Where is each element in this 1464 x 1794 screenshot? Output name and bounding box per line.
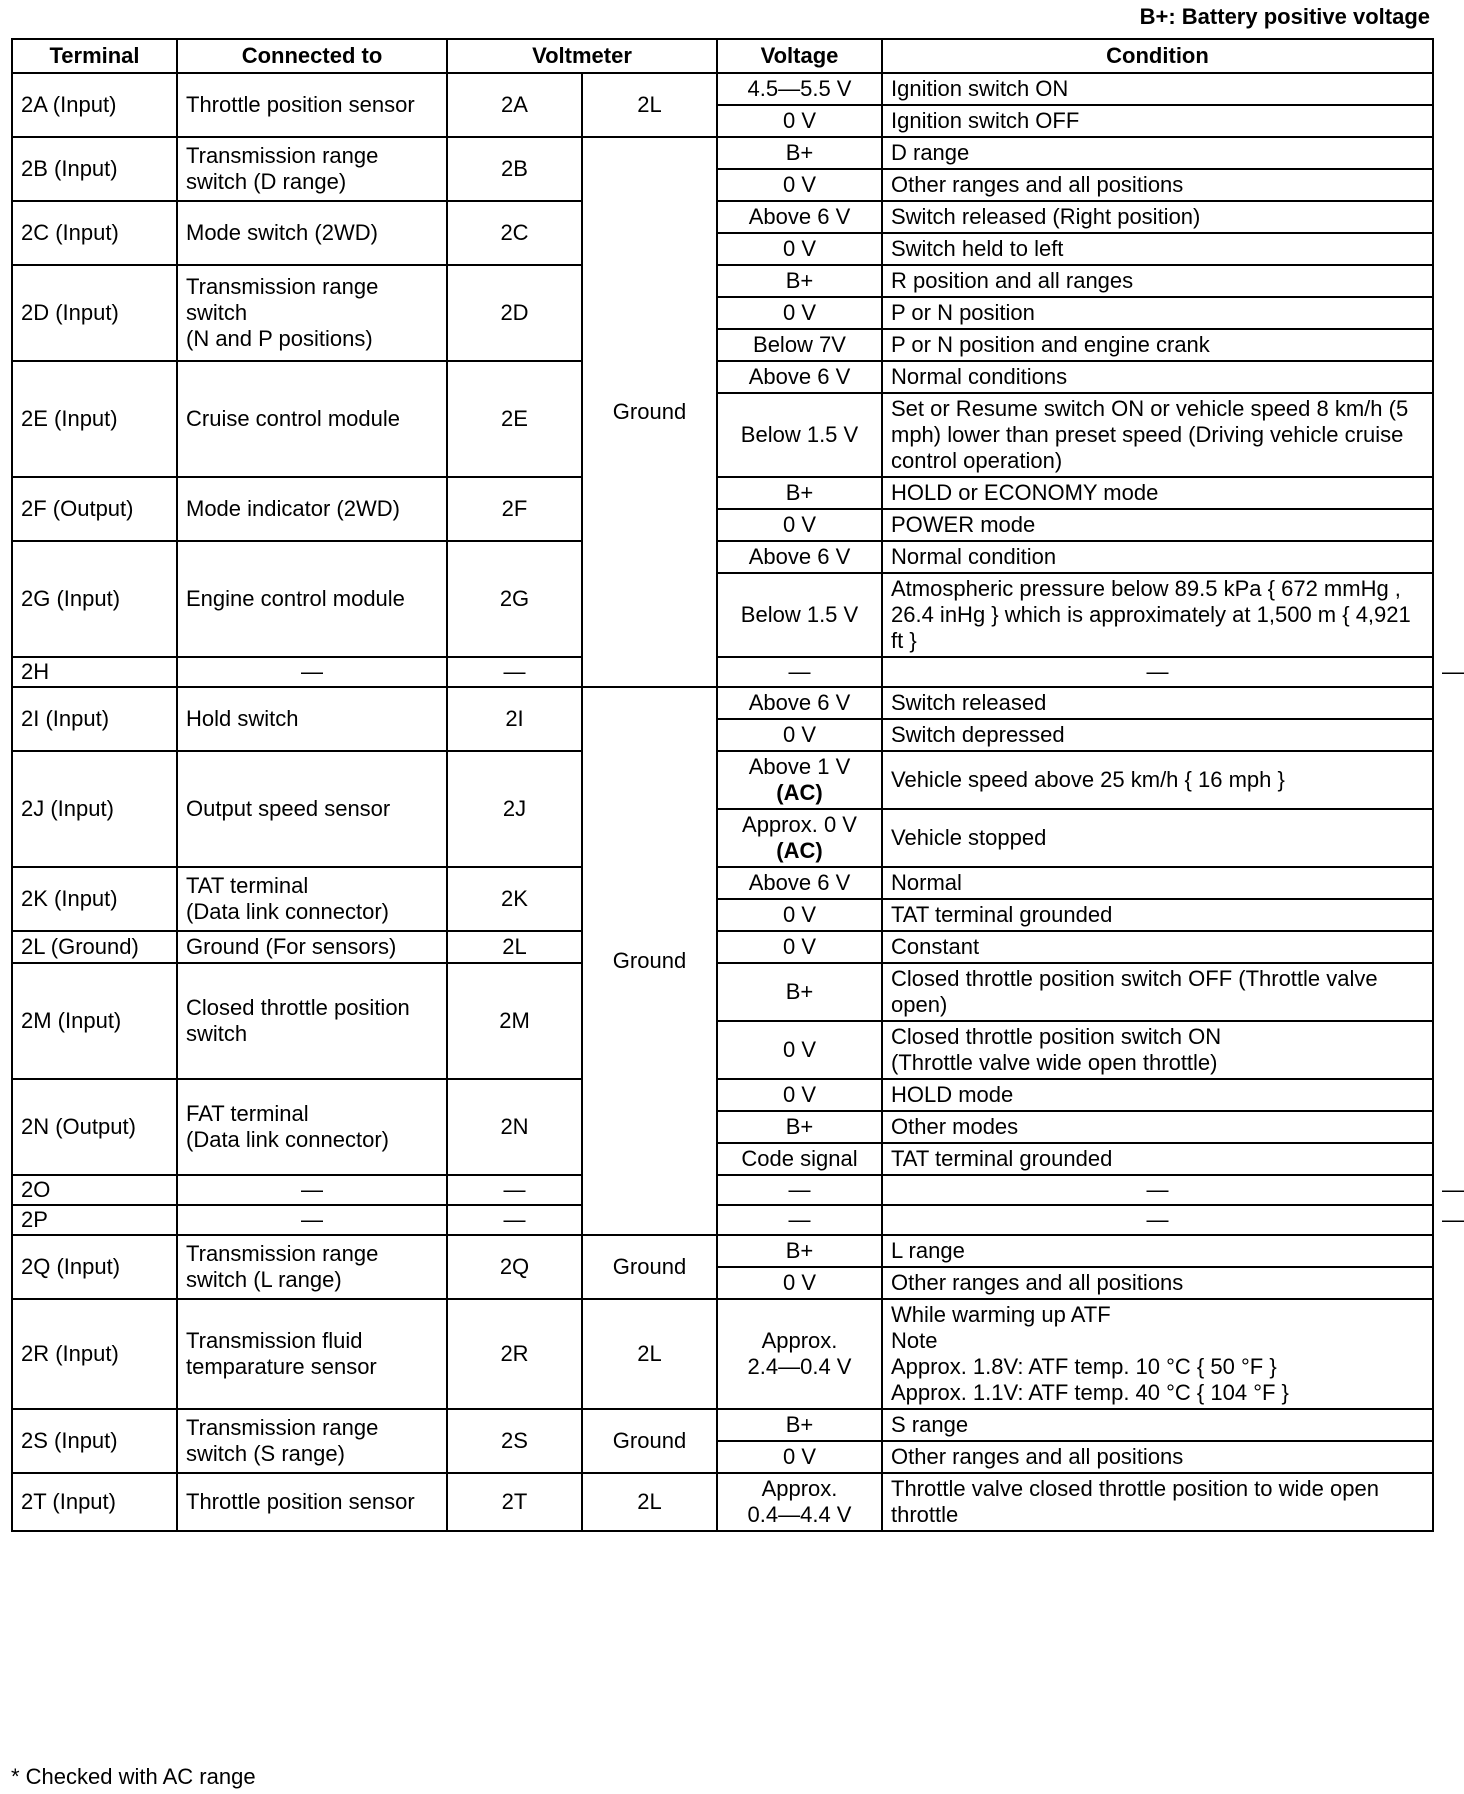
terminal-cell: 2B (Input) [12, 137, 177, 201]
table-row [12, 541, 1433, 573]
voltmeter-negative-cell: Ground [582, 1235, 717, 1299]
condition-cell: P or N position and engine crank [882, 329, 1433, 361]
voltmeter-positive-cell: 2J [447, 751, 582, 867]
voltage-cell: 0 V [717, 1267, 882, 1299]
voltage-cell [717, 1299, 882, 1409]
condition-cell: Normal [882, 867, 1433, 899]
condition-cell: Other ranges and all positions [882, 1441, 1433, 1473]
condition-cell: Constant [882, 931, 1433, 963]
voltage-cell: B+ [717, 963, 882, 1021]
voltage-cell: 0 V [717, 1079, 882, 1111]
condition-cell: Vehicle speed above 25 km/h { 16 mph } [882, 751, 1433, 809]
condition-cell: Switch depressed [882, 719, 1433, 751]
table-header-row [12, 39, 1433, 73]
connected-to-cell: Mode switch (2WD) [177, 201, 447, 265]
voltmeter-positive-cell: 2K [447, 867, 582, 931]
voltage-value: Above 1 V [748, 754, 851, 779]
condition-cell: Vehicle stopped [882, 809, 1433, 867]
condition-cell: Normal conditions [882, 361, 1433, 393]
connected-to-cell: Closed throttle position switch [177, 963, 447, 1079]
voltmeter-positive-cell: 2R [447, 1299, 582, 1409]
table-row [12, 477, 1433, 509]
condition-cell: Set or Resume switch ON or vehicle speed 8 km/h (5 mph) lower than preset speed (Driving vehicle cruise control operation) [882, 393, 1433, 477]
condition-line: Closed throttle position switch ON [891, 1024, 1222, 1049]
condition-cell: Other ranges and all positions [882, 169, 1433, 201]
table-row: 2P — — — — — [12, 1205, 1433, 1235]
voltmeter-positive-cell: 2A [447, 73, 582, 137]
voltmeter-negative-cell: 2L [582, 1473, 717, 1531]
condition-cell: L range [882, 1235, 1433, 1267]
connected-to-line: FAT terminal [186, 1101, 309, 1126]
condition-cell: Ignition switch ON [882, 73, 1433, 105]
ac-range-footnote: * Checked with AC range [11, 1764, 256, 1789]
condition-cell: Normal condition [882, 541, 1433, 573]
connected-to-cell: Throttle position sensor [177, 73, 447, 137]
condition-cell: Switch released (Right position) [882, 201, 1433, 233]
connected-to-line: (N and P positions) [186, 326, 373, 351]
connected-to-cell: Cruise control module [177, 361, 447, 477]
connected-to-cell [177, 265, 447, 361]
voltage-cell: Below 7V [717, 329, 882, 361]
voltmeter-negative-cell: 2L [582, 1299, 717, 1409]
terminal-cell: 2E (Input) [12, 361, 177, 477]
voltmeter-positive-cell: 2S [447, 1409, 582, 1473]
voltmeter-positive-cell: 2G [447, 541, 582, 657]
condition-column-header: Condition [882, 39, 1433, 73]
terminal-voltage-table [11, 38, 1464, 1532]
terminal-cell: 2H [12, 657, 177, 687]
connected-to-cell: — [177, 1205, 447, 1235]
voltage-cell: Above 6 V [717, 867, 882, 899]
connected-to-cell: Engine control module [177, 541, 447, 657]
condition-cell: Switch released [882, 687, 1433, 719]
condition-cell: Closed throttle position switch OFF (Throttle valve open) [882, 963, 1433, 1021]
table-row [12, 867, 1433, 899]
condition-cell: P or N position [882, 297, 1433, 329]
voltage-line: Approx. [761, 1328, 838, 1353]
condition-cell [882, 1299, 1433, 1409]
connected-to-cell: Transmission range switch (L range) [177, 1235, 447, 1299]
voltmeter-negative-cell: Ground [582, 1409, 717, 1473]
voltage-cell: Above 6 V [717, 201, 882, 233]
voltage-cell: — [882, 1175, 1433, 1205]
terminal-cell: 2Q (Input) [12, 1235, 177, 1299]
voltmeter-negative-cell: — [717, 1175, 882, 1205]
voltage-cell: — [882, 657, 1433, 687]
terminal-cell: 2M (Input) [12, 963, 177, 1079]
voltmeter-positive-cell: 2E [447, 361, 582, 477]
connected-to-line: TAT terminal [186, 873, 309, 898]
voltmeter-negative-cell: 2L [582, 73, 717, 137]
voltmeter-positive-cell: 2I [447, 687, 582, 751]
voltmeter-positive-cell: 2F [447, 477, 582, 541]
connected-to-cell [177, 1079, 447, 1175]
condition-cell: HOLD mode [882, 1079, 1433, 1111]
voltage-cell: 0 V [717, 233, 882, 265]
connected-to-cell: Hold switch [177, 687, 447, 751]
terminal-cell: 2F (Output) [12, 477, 177, 541]
voltmeter-positive-cell: 2T [447, 1473, 582, 1531]
voltage-line: 0.4—4.4 V [747, 1502, 852, 1527]
voltage-cell: B+ [717, 477, 882, 509]
terminal-cell: 2P [12, 1205, 177, 1235]
terminal-cell: 2G (Input) [12, 541, 177, 657]
voltage-cell: B+ [717, 1111, 882, 1143]
table-row [12, 265, 1433, 297]
connected-to-cell [177, 867, 447, 931]
voltage-cell [717, 809, 882, 867]
voltmeter-ground-cell: Ground [582, 687, 717, 1235]
voltage-cell: 0 V [717, 169, 882, 201]
voltage-cell [717, 1473, 882, 1531]
condition-cell: S range [882, 1409, 1433, 1441]
table-row: 2H — — — — — [12, 657, 1433, 687]
voltmeter-positive-cell: 2L [447, 931, 582, 963]
condition-cell: Ignition switch OFF [882, 105, 1433, 137]
condition-cell: Throttle valve closed throttle position to wide open throttle [882, 1473, 1433, 1531]
voltage-cell: Above 6 V [717, 687, 882, 719]
ac-note: (AC) [776, 838, 823, 863]
condition-line: Note [891, 1328, 938, 1353]
terminal-cell: 2S (Input) [12, 1409, 177, 1473]
table-row [12, 201, 1433, 233]
connected-to-cell: — [177, 657, 447, 687]
voltage-cell: B+ [717, 1409, 882, 1441]
terminal-cell: 2K (Input) [12, 867, 177, 931]
voltmeter-positive-cell: 2B [447, 137, 582, 201]
voltage-value: Approx. 0 V [742, 812, 857, 837]
table-row [12, 687, 1433, 719]
terminal-cell: 2I (Input) [12, 687, 177, 751]
voltage-cell [717, 751, 882, 809]
voltage-cell: Code signal [717, 1143, 882, 1175]
voltmeter-positive-cell: — [447, 657, 582, 687]
voltage-cell: Below 1.5 V [717, 573, 882, 657]
voltage-cell: 4.5—5.5 V [717, 73, 882, 105]
table-row: 2O — — — — — [12, 1175, 1433, 1205]
connected-to-line: (Data link connector) [186, 899, 389, 924]
voltage-cell: 0 V [717, 105, 882, 137]
connected-to-line: Transmission range switch [186, 274, 379, 325]
connected-to-cell: Output speed sensor [177, 751, 447, 867]
terminal-cell: 2J (Input) [12, 751, 177, 867]
connected-to-cell: Mode indicator (2WD) [177, 477, 447, 541]
condition-line: While warming up ATF [891, 1302, 1111, 1327]
condition-cell: Other modes [882, 1111, 1433, 1143]
table-row [12, 931, 1433, 963]
voltmeter-negative-cell: — [717, 1205, 882, 1235]
voltage-cell: B+ [717, 1235, 882, 1267]
table-row [12, 137, 1433, 169]
voltage-cell: 0 V [717, 1021, 882, 1079]
condition-cell: TAT terminal grounded [882, 1143, 1433, 1175]
voltage-line: 2.4—0.4 V [747, 1354, 852, 1379]
terminal-cell: 2R (Input) [12, 1299, 177, 1409]
table-row [12, 751, 1433, 809]
ac-note: (AC) [776, 780, 823, 805]
voltage-cell: B+ [717, 265, 882, 297]
voltmeter-column-header: Voltmeter [447, 39, 717, 73]
voltage-cell: 0 V [717, 1441, 882, 1473]
table-row [12, 1299, 1433, 1409]
connected-to-cell: Transmission range switch (S range) [177, 1409, 447, 1473]
condition-cell [882, 1021, 1433, 1079]
voltage-cell: B+ [717, 137, 882, 169]
terminal-cell: 2O [12, 1175, 177, 1205]
condition-cell: Switch held to left [882, 233, 1433, 265]
voltmeter-positive-cell: — [447, 1205, 582, 1235]
voltmeter-positive-cell: 2Q [447, 1235, 582, 1299]
condition-cell: Atmospheric pressure below 89.5 kPa { 672 mmHg , 26.4 inHg } which is approximately at 1,500 m { 4,921 ft } [882, 573, 1433, 657]
condition-cell: Other ranges and all positions [882, 1267, 1433, 1299]
voltage-cell: 0 V [717, 719, 882, 751]
terminal-cell: 2T (Input) [12, 1473, 177, 1531]
table-row [12, 1409, 1433, 1441]
table-row [12, 963, 1433, 1021]
condition-line: Approx. 1.8V: ATF temp. 10 °C { 50 °F } [891, 1354, 1277, 1379]
connected-to-cell: Transmission fluid temparature sensor [177, 1299, 447, 1409]
voltmeter-ground-cell: Ground [582, 137, 717, 687]
connected-to-cell: Ground (For sensors) [177, 931, 447, 963]
terminal-column-header: Terminal [12, 39, 177, 73]
voltmeter-positive-cell: 2C [447, 201, 582, 265]
voltage-cell: Below 1.5 V [717, 393, 882, 477]
voltage-cell: 0 V [717, 509, 882, 541]
voltmeter-positive-cell: 2D [447, 265, 582, 361]
connected-to-column-header: Connected to [177, 39, 447, 73]
table-row [12, 1079, 1433, 1111]
voltage-column-header: Voltage [717, 39, 882, 73]
terminal-cell: 2C (Input) [12, 201, 177, 265]
condition-cell: D range [882, 137, 1433, 169]
voltage-cell: Above 6 V [717, 361, 882, 393]
connected-to-line: (Data link connector) [186, 1127, 389, 1152]
terminal-cell: 2D (Input) [12, 265, 177, 361]
voltmeter-positive-cell: 2M [447, 963, 582, 1079]
table-row [12, 1473, 1433, 1531]
condition-cell: POWER mode [882, 509, 1433, 541]
battery-voltage-note: B+: Battery positive voltage [1139, 4, 1430, 29]
voltmeter-positive-cell: — [447, 1175, 582, 1205]
voltage-cell: 0 V [717, 297, 882, 329]
connected-to-cell: Throttle position sensor [177, 1473, 447, 1531]
condition-cell: HOLD or ECONOMY mode [882, 477, 1433, 509]
voltage-cell: 0 V [717, 931, 882, 963]
voltmeter-positive-cell: 2N [447, 1079, 582, 1175]
voltage-cell: — [882, 1205, 1433, 1235]
terminal-cell: 2N (Output) [12, 1079, 177, 1175]
condition-cell: R position and all ranges [882, 265, 1433, 297]
table-row [12, 1235, 1433, 1267]
connected-to-cell: — [177, 1175, 447, 1205]
terminal-cell: 2L (Ground) [12, 931, 177, 963]
connected-to-cell: Transmission range switch (D range) [177, 137, 447, 201]
condition-line: (Throttle valve wide open throttle) [891, 1050, 1218, 1075]
condition-line: Approx. 1.1V: ATF temp. 40 °C { 104 °F } [891, 1380, 1289, 1405]
terminal-cell: 2A (Input) [12, 73, 177, 137]
table-row [12, 361, 1433, 393]
condition-cell: TAT terminal grounded [882, 899, 1433, 931]
voltage-line: Approx. [761, 1476, 838, 1501]
voltmeter-negative-cell: — [717, 657, 882, 687]
voltage-cell: Above 6 V [717, 541, 882, 573]
voltage-cell: 0 V [717, 899, 882, 931]
table-row [12, 73, 1433, 105]
